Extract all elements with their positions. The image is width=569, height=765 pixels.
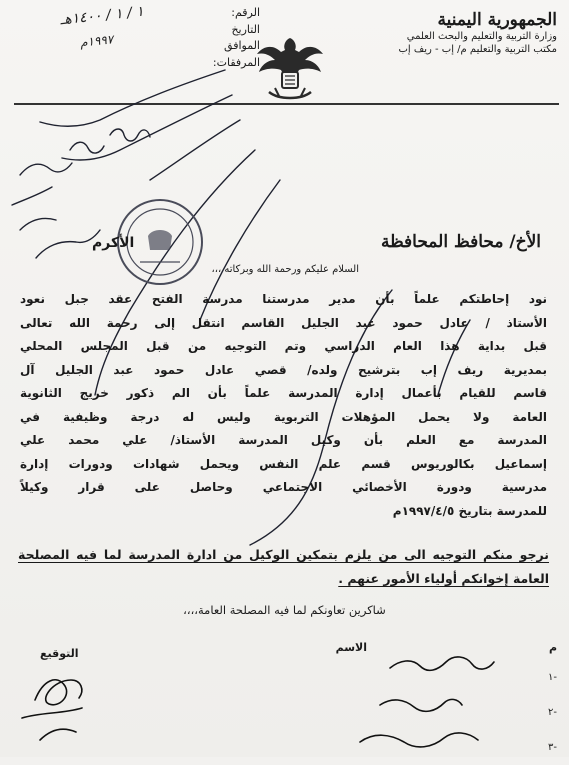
body-line: بمديرية ريف إب بترشيح ولده/ قصي عادل حمود عبد الجليل آل: [20, 362, 547, 377]
body-line: الأستاذ / عادل حمود عبد الجليل القاسم انتقل إلى رحمة الله تعالى: [20, 315, 547, 330]
row-number: ٣-: [548, 742, 557, 753]
column-signature-header: التوقيع: [40, 647, 79, 660]
request-paragraph: [18, 543, 549, 591]
meta-number-label: الرقم:: [231, 6, 260, 19]
letter-body: [20, 288, 547, 523]
body-line: نود إحاطتكم علماً بأن مدير مدرستنا مدرسة الفتح عقد جبل نعود: [20, 292, 547, 306]
body-line: للمدرسة بتاريخ ١٩٩٧/٤/٥م: [392, 503, 547, 518]
body-line: العامة ولا يحمل المؤهلات التربوية وليس له درجة وظيفية في: [20, 409, 547, 424]
body-line: قبل بداية هذا العام الدراسي وتم التوجيه من قبل المجلس المحلي: [20, 339, 547, 353]
meta-corresponding-label: الموافق: [224, 39, 260, 52]
addressee: الأخ/ محافظ المحافظة: [380, 232, 541, 252]
office-name: مكتب التربية والتعليم م/ إب - ريف إب: [398, 43, 557, 55]
letter-metadata: [180, 5, 260, 71]
handwritten-year: ١٩٩٧م: [79, 32, 114, 50]
signature-row-numbers: [548, 660, 557, 765]
meta-attachments-label: المرفقات:: [212, 55, 260, 69]
column-name-header: الاسم: [335, 641, 367, 654]
honorific: الأكرم: [92, 235, 135, 251]
row-number: ١-: [548, 672, 557, 683]
row-number: ٢-: [548, 707, 557, 718]
request-line: نرجو منكم التوجيه الى من يلزم بتمكين الوكيل من ادارة المدرسة لما فيه المصلحة: [18, 547, 549, 562]
ministry-header: [387, 10, 557, 56]
greeting: السلام عليكم ورحمة الله وبركاته ،،،: [211, 264, 359, 275]
closing-line: شاكرين تعاونكم لما فيه المصلحة العامة،،،،: [183, 603, 386, 617]
handwritten-date: ١ / ١ / ١٤٠٠هـ: [59, 3, 145, 29]
body-line: المدرسة مع العلم بأن وكيل المدرسة الأستاذ/ علي محمد علي: [20, 433, 547, 447]
request-line: العامة إخوانكم أولياء الأمور عنهم .: [338, 571, 549, 586]
eagle-emblem-icon: [255, 30, 325, 105]
body-line: مدرسية ودورة الأخصائي الاجتماعي وحاصل على قرار وكيلاً: [20, 480, 547, 494]
body-line: قاسم للقيام بأعمال إدارة المدرسة علماً بأن الم ذكور خريج الثانوية: [20, 386, 547, 400]
header-divider: [14, 103, 559, 105]
republic-title: الجمهورية اليمنية: [437, 10, 557, 30]
meta-date-label: التاريخ: [231, 22, 260, 36]
column-number-header: م: [548, 641, 557, 654]
body-line: إسماعيل بكالوريوس قسم علم النفس ويحمل شهادات ودورات إدارة: [20, 456, 547, 471]
ministry-name: وزارة التربية والتعليم والبحث العلمي: [406, 31, 557, 43]
